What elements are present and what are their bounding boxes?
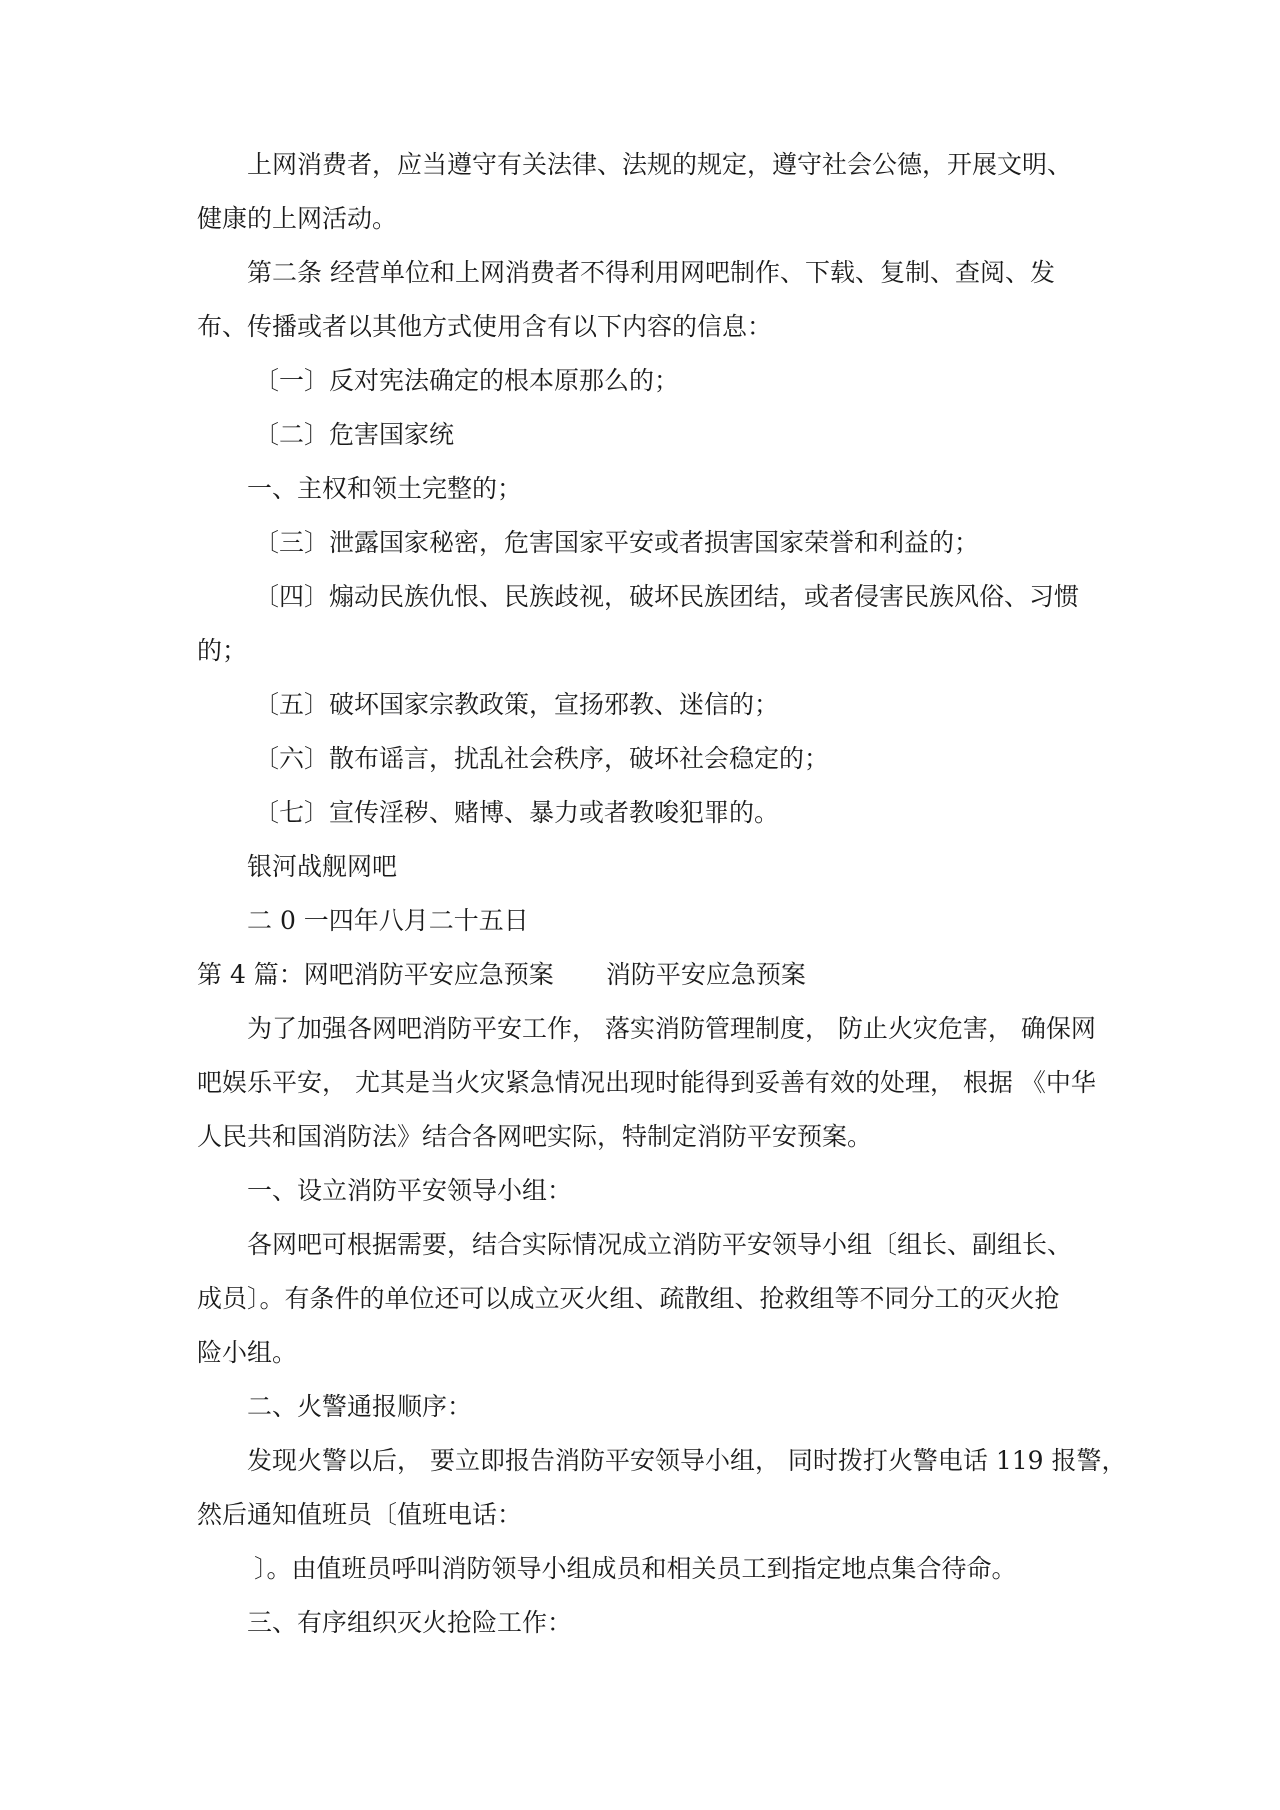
document-body	[197, 138, 1127, 1650]
list-item: 〔二〕危害国家统	[254, 420, 455, 449]
list-item: 〔四〕煽动民族仇恨、民族歧视，破坏民族团结，或者侵害民族风俗、习惯	[254, 582, 1080, 611]
text-line: 〕。由值班员呼叫消防领导小组成员和相关员工到指定地点集合待命。	[254, 1554, 1017, 1583]
text-line: 的；	[197, 636, 248, 665]
text-line: 然后通知值班员〔值班电话：	[197, 1500, 523, 1529]
list-item: 〔五〕破坏国家宗教政策，宣扬邪教、迷信的；	[254, 690, 780, 719]
subheading: 二、火警通报顺序：	[247, 1392, 473, 1421]
text-line: 险小组。	[197, 1338, 298, 1367]
text-line: 人民共和国消防法》结合各网吧实际，特制定消防平安预案。	[197, 1122, 873, 1151]
text-line: 发现火警以后， 要立即报告消防平安领导小组， 同时拨打火警电话 119 报警，	[247, 1446, 1127, 1475]
text-line: 一、主权和领土完整的；	[247, 474, 523, 503]
signature-date: 二 0 一四年八月二十五日	[247, 906, 529, 935]
subheading: 三、有序组织灭火抢险工作：	[247, 1608, 573, 1637]
signature-org: 银河战舰网吧	[247, 852, 398, 881]
text-line: 上网消费者，应当遵守有关法律、法规的规定，遵守社会公德，开展文明、	[247, 150, 1073, 179]
text-line: 健康的上网活动。	[197, 204, 398, 233]
section-title: 第 4 篇：网吧消防平安应急预案	[197, 960, 554, 989]
text-line: 为了加强各网吧消防平安工作， 落实消防管理制度， 防止火灾危害， 确保网	[247, 1014, 1096, 1043]
text-line: 吧娱乐平安， 尤其是当火灾紧急情况出现时能得到妥善有效的处理， 根据 《中华	[197, 1068, 1096, 1097]
text-line: 各网吧可根据需要，结合实际情况成立消防平安领导小组〔组长、副组长、	[247, 1230, 1073, 1259]
section-subtitle: 消防平安应急预案	[605, 960, 806, 989]
list-item: 〔一〕反对宪法确定的根本原那么的；	[254, 366, 680, 395]
text-line: 成员〕。有条件的单位还可以成立灭火组、疏散组、抢救组等不同分工的灭火抢	[197, 1284, 1060, 1313]
text-line: 布、传播或者以其他方式使用含有以下内容的信息：	[197, 312, 773, 341]
list-item: 〔三〕泄露国家秘密，危害国家平安或者损害国家荣誉和利益的；	[254, 528, 980, 557]
section-heading	[197, 948, 1102, 1002]
subheading: 一、设立消防平安领导小组：	[247, 1176, 573, 1205]
list-item: 〔七〕宣传淫秽、赌博、暴力或者教唆犯罪的。	[254, 798, 780, 827]
list-item: 〔六〕散布谣言，扰乱社会秩序，破坏社会稳定的；	[254, 744, 830, 773]
text-line: 第二条 经营单位和上网消费者不得利用网吧制作、下载、复制、查阅、发	[247, 258, 1055, 287]
